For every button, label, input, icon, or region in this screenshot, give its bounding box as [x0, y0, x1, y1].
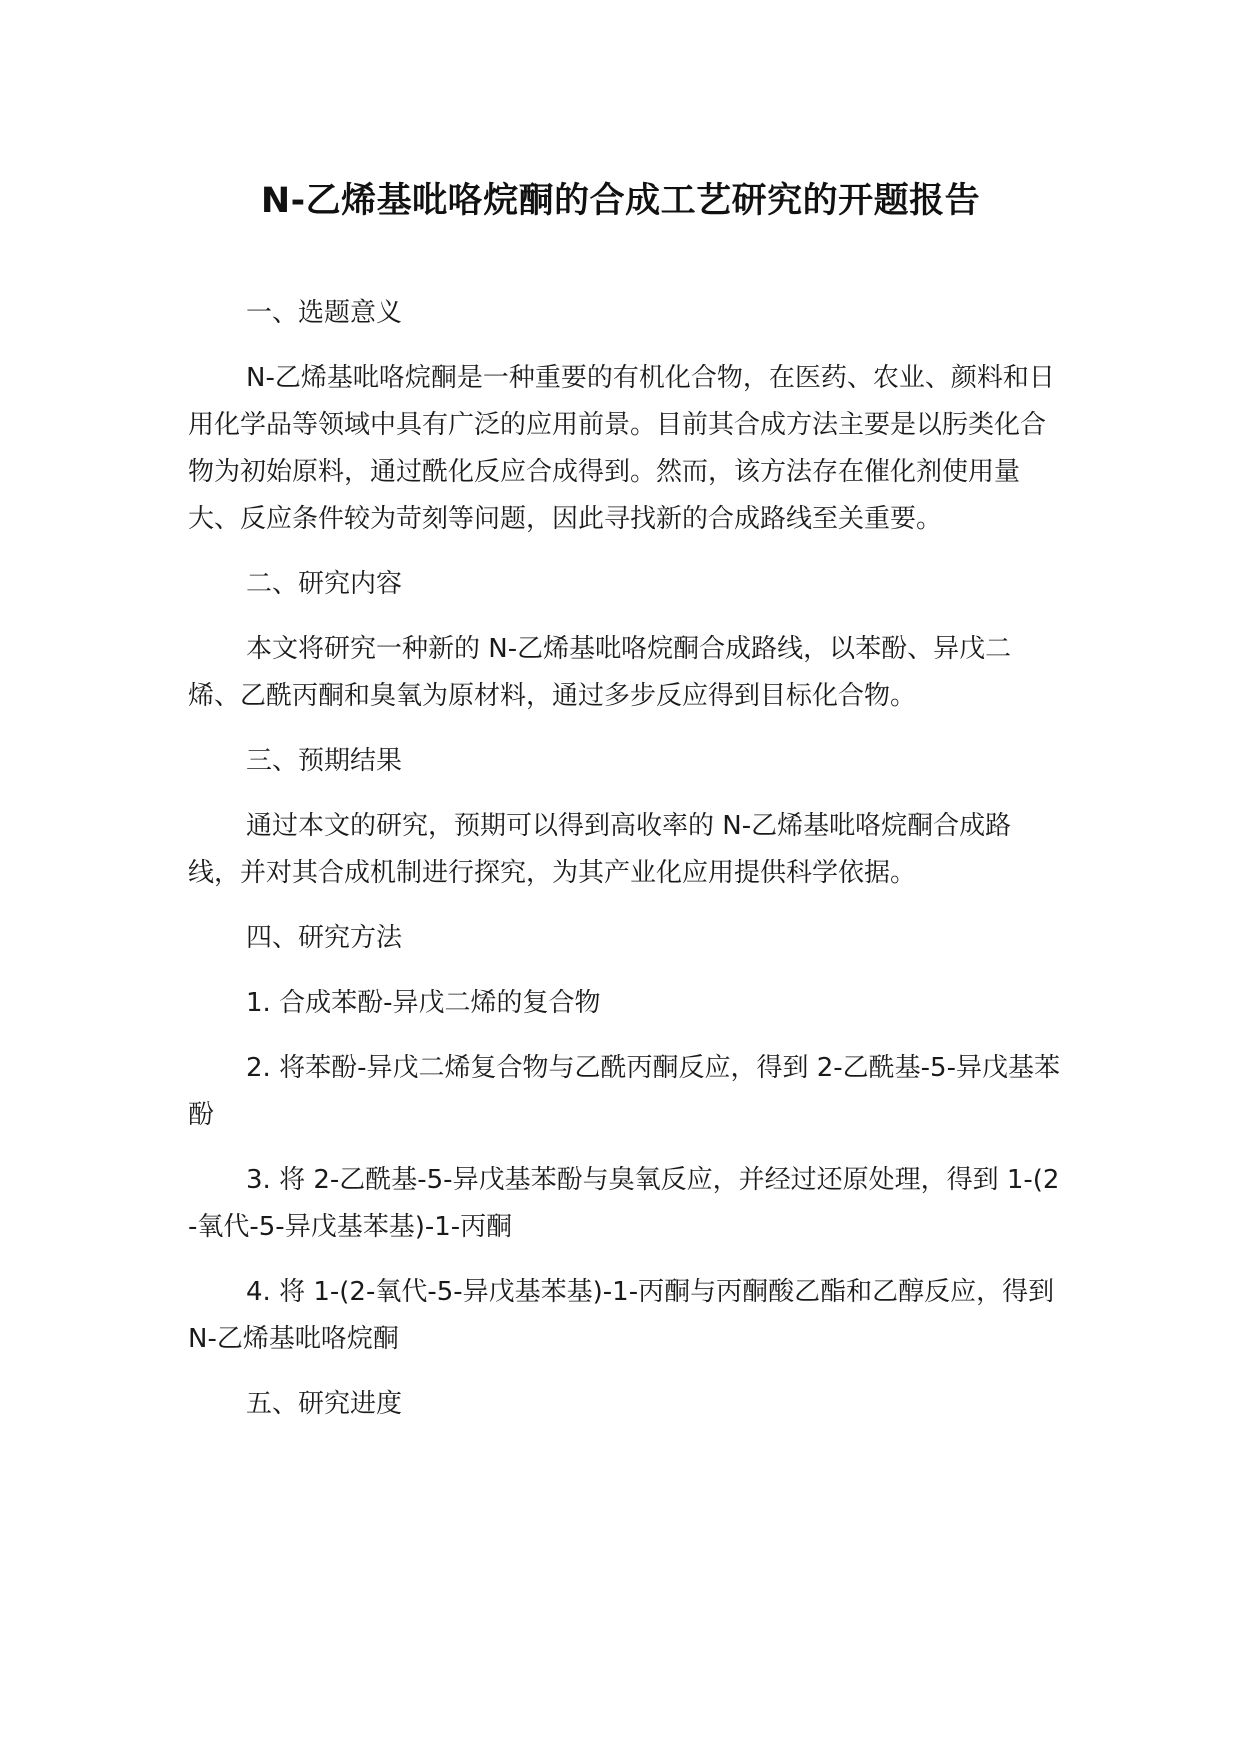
method-step-4: 4. 将 1-(2-氧代-5-异戊基苯基)-1-丙酮与丙酮酸乙酯和乙醇反应，得到 N-乙烯基吡咯烷酮 — [188, 1277, 1055, 1354]
document-title: N-乙烯基吡咯烷酮的合成工艺研究的开题报告 — [260, 181, 981, 221]
method-step-2: 2. 将苯酚-异戊二烯复合物与乙酰丙酮反应，得到 2-乙酰基-5-异戊基苯酚 — [188, 1053, 1060, 1130]
section-paragraph-significance: N-乙烯基吡咯烷酮是一种重要的有机化合物，在医药、农业、颜料和日用化学品等领域中具有广泛的应用前景。目前其合成方法主要是以肟类化合物为初始原料，通过酰化反应合成得到。然而，该方法存在催化剂使用量大、反应条件较为苛刻等问题，因此寻找新的合成路线至关重要。 — [188, 363, 1055, 534]
section-heading-progress: 五、研究进度 — [246, 1389, 403, 1419]
section-paragraph-expected-results: 通过本文的研究，预期可以得到高收率的 N-乙烯基吡咯烷酮合成路线，并对其合成机制进行探究，为其产业化应用提供科学依据。 — [188, 811, 1012, 888]
section-heading-methods: 四、研究方法 — [246, 923, 403, 953]
section-heading-significance: 一、选题意义 — [246, 298, 403, 328]
section-paragraph-content: 本文将研究一种新的 N-乙烯基吡咯烷酮合成路线，以苯酚、异戊二烯、乙酰丙酮和臭氧为原材料，通过多步反应得到目标化合物。 — [188, 634, 1012, 711]
section-heading-expected-results: 三、预期结果 — [246, 746, 403, 776]
method-step-1: 1. 合成苯酚-异戊二烯的复合物 — [246, 988, 601, 1018]
section-heading-content: 二、研究内容 — [246, 569, 403, 599]
method-step-3: 3. 将 2-乙酰基-5-异戊基苯酚与臭氧反应，并经过还原处理，得到 1-(2-氧代-5-异戊基苯基)-1-丙酮 — [188, 1165, 1060, 1242]
document-body — [188, 290, 1060, 1446]
